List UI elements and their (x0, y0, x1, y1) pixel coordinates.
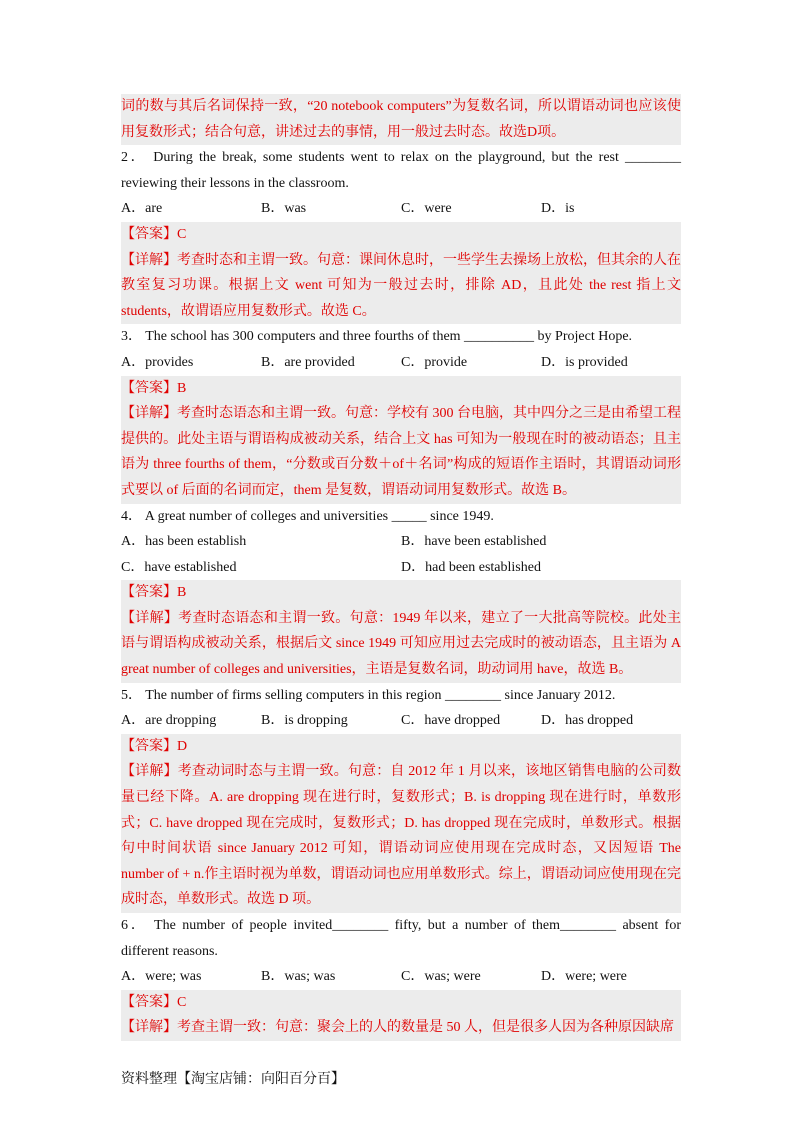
option-d: D．were; were (541, 969, 627, 985)
question-2-answer: 【答案】C (121, 222, 681, 248)
option-d: D．is provided (541, 354, 628, 370)
option-b: B．have been established (401, 534, 547, 550)
option-b: B．was (261, 201, 307, 217)
question-2-options (121, 196, 681, 222)
option-c: C．have dropped (401, 713, 501, 729)
question-6-answer: 【答案】C (121, 990, 681, 1016)
page-footer: 资料整理【淘宝店铺：向阳百分百】 (121, 1072, 345, 1087)
option-b: B．is dropping (261, 713, 348, 729)
option-c: C．provide (401, 354, 468, 370)
option-a: A．has been establish (121, 534, 247, 550)
question-5-stem: 5． The number of firms selling computers in this region ________ since January 2012. (121, 687, 616, 703)
question-3-answer: 【答案】B (121, 376, 681, 402)
question-4-options-row-2 (121, 555, 681, 581)
question-3-explanation: 【详解】考查时态语态和主谓一致。句意：学校有 300 台电脑，其中四分之三是由希望工程提供的。此处主语与谓语构成被动关系，结合上文 has 可知为一般现在时的被动语态；且主语为 three fourths of them，“分数或百分数＋of＋名词”构成的短语作主语时，其谓语动词形式要以 of 后面的名词而定，them 是复数，谓语动词用复数形式。故选 B。 (121, 401, 681, 503)
question-3-options (121, 350, 681, 376)
question-6-options (121, 964, 681, 990)
option-d: D．had been established (401, 559, 541, 575)
option-c: C．have established (121, 559, 237, 575)
question-4-explanation: 【详解】考查时态语态和主谓一致。句意：1949 年以来，建立了一大批高等院校。此处主语与谓语构成被动关系，根据后文 since 1949 可知应用过去完成时的被动语态，且主语为 A great number of colleges and universities，主语是复数名词，助动词用 have，故选 B。 (121, 606, 681, 683)
question-2-explanation: 【详解】考查时态和主谓一致。句意：课间休息时，一些学生去操场上放松，但其余的人在教室复习功课。根据上文 went 可知为一般过去时，排除 AD，且此处 the rest 指上文 students，故谓语应用复数形式。故选 C。 (121, 248, 681, 325)
option-a: A．are (121, 201, 163, 217)
question-2-stem: 2． During the break, some students went to relax on the playground, but the rest ________ reviewing their lessons in the classroom. (121, 150, 681, 191)
question-6-explanation: 【详解】考查主谓一致：句意：聚会上的人的数量是 50 人，但是很多人因为各种原因缺席 (121, 1015, 681, 1041)
explanation-continued: 词的数与其后名词保持一致，“20 notebook computers”为复数名词，所以谓语动词也应该使用复数形式；结合句意，讲述过去的事情，用一般过去时态。故选D项。 (121, 94, 681, 145)
document-content (121, 94, 681, 1041)
option-c: C．were (401, 201, 452, 217)
question-3-stem: 3． The school has 300 computers and three fourths of them __________ by Project Hope. (121, 329, 633, 345)
question-4-options-row-1 (121, 529, 681, 555)
option-a: A．provides (121, 354, 194, 370)
question-4-answer: 【答案】B (121, 580, 681, 606)
option-b: B．was; was (261, 969, 336, 985)
option-d: D．has dropped (541, 713, 634, 729)
question-4-stem: 4． A great number of colleges and universities _____ since 1949. (121, 508, 494, 524)
question-5-answer: 【答案】D (121, 734, 681, 760)
option-a: A．were; was (121, 969, 202, 985)
option-a: A．are dropping (121, 713, 217, 729)
option-c: C．was; were (401, 969, 481, 985)
question-5-options (121, 708, 681, 734)
option-b: B．are provided (261, 354, 355, 370)
option-d: D．is (541, 201, 575, 217)
question-6-stem: 6． The number of people invited________ fifty, but a number of them________ absent for different reasons. (121, 918, 681, 959)
question-5-explanation: 【详解】考查动词时态与主谓一致。句意：自 2012 年 1 月以来，该地区销售电脑的公司数量已经下降。A. are dropping 现在进行时，复数形式；B. is dropping 现在进行时，单数形式；C. have dropped 现在完成时，复数形式；D. has dropped 现在完成时，单数形式。根据句中时间状语 since January 2012 可知，谓语动词应使用现在完成时态，又因短语 The number of + n.作主语时视为单数，谓语动词也应用单数形式。综上，谓语动词应使用现在完成时态，单数形式。故选 D 项。 (121, 759, 681, 913)
